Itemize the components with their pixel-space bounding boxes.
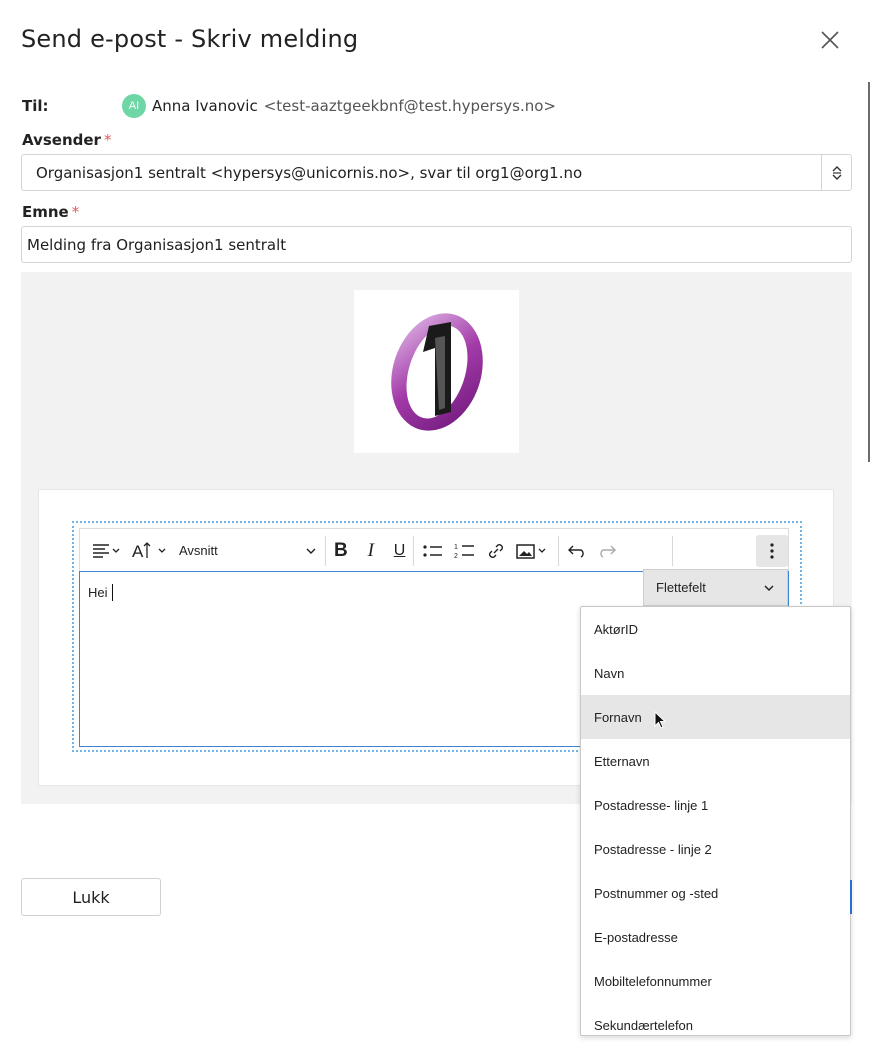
more-options-button[interactable]: [756, 535, 788, 567]
image-icon: [516, 543, 550, 559]
recipient-name: Anna Ivanovic: [152, 97, 258, 115]
required-mark: *: [71, 203, 80, 221]
more-vertical-icon: [769, 542, 775, 560]
merge-field-option[interactable]: Etternavn: [594, 753, 650, 769]
align-left-icon: [91, 543, 121, 559]
merge-field-option[interactable]: Navn: [594, 665, 625, 681]
editor-toolbar: [79, 528, 789, 572]
select-updown-icon: [821, 155, 851, 190]
logo-icon: [377, 308, 497, 436]
font-size-button[interactable]: [126, 535, 174, 567]
undo-button[interactable]: [562, 535, 592, 567]
image-button[interactable]: [511, 535, 555, 567]
link-button[interactable]: [481, 535, 511, 567]
chevron-down-icon: [763, 584, 775, 592]
merge-field-option[interactable]: E-postadresse: [594, 929, 678, 945]
close-button[interactable]: [814, 24, 846, 56]
redo-button[interactable]: [592, 535, 622, 567]
chevron-down-icon: [305, 547, 317, 555]
redo-icon: [597, 544, 617, 558]
toolbar-divider: [413, 536, 414, 566]
scrollbar[interactable]: [868, 82, 870, 462]
recipient-email: <test-aaztgeekbnf@test.hypersys.no>: [263, 97, 557, 115]
to-label: Til:: [22, 97, 49, 115]
italic-button[interactable]: [353, 535, 389, 567]
text-caret: [112, 584, 113, 601]
merge-field-label: Flettefelt: [656, 580, 706, 595]
recipient-row: [22, 94, 822, 118]
link-icon: [486, 542, 506, 560]
message-content: Hei: [88, 585, 108, 600]
subject-input[interactable]: [21, 226, 852, 263]
sender-label-text: Avsender: [22, 131, 101, 149]
numbered-list-button[interactable]: [449, 535, 481, 567]
required-mark: *: [103, 131, 112, 149]
bullet-list-icon: [422, 543, 444, 559]
bullet-list-button[interactable]: [417, 535, 449, 567]
block-format-label: Avsnitt: [179, 543, 218, 558]
bold-icon: B: [334, 539, 348, 561]
close-icon: [820, 30, 840, 50]
sender-select[interactable]: [21, 154, 852, 191]
undo-icon: [567, 544, 587, 558]
block-format-select[interactable]: [174, 535, 322, 567]
merge-field-option[interactable]: Fornavn: [581, 695, 850, 739]
sender-label: [22, 131, 111, 149]
primary-button-edge[interactable]: [850, 880, 852, 914]
bold-button[interactable]: [329, 535, 353, 567]
numbered-list-icon: [454, 542, 476, 560]
organisation-logo: [354, 290, 519, 453]
dialog-title: Send e-post - Skriv melding: [21, 25, 359, 53]
sender-value: Organisasjon1 sentralt <hypersys@unicornis.no>, svar til org1@org1.no: [36, 163, 583, 182]
merge-field-option[interactable]: AktørID: [594, 621, 639, 637]
merge-field-dropdown: [580, 606, 851, 1036]
close-dialog-button[interactable]: Lukk: [21, 878, 161, 916]
toolbar-divider: [672, 536, 673, 566]
font-size-icon: [131, 541, 169, 561]
merge-field-option[interactable]: Postadresse - linje 2: [594, 841, 712, 857]
merge-field-select[interactable]: [643, 569, 788, 606]
merge-field-option[interactable]: Mobiltelefonnummer: [594, 973, 712, 989]
merge-field-option[interactable]: Sekundærtelefon: [594, 1017, 694, 1033]
merge-field-option[interactable]: Postnummer og -sted: [594, 885, 719, 901]
svg-text:2: 2: [454, 552, 459, 560]
avatar: AI: [122, 94, 146, 118]
message-body-text: [88, 584, 113, 601]
italic-icon: I: [367, 539, 374, 561]
subject-label-text: Emne: [22, 203, 69, 221]
mouse-pointer-icon: [654, 711, 668, 731]
align-button[interactable]: [86, 535, 126, 567]
subject-label: [22, 203, 79, 221]
underline-icon: U: [393, 541, 406, 559]
svg-text:A: A: [132, 541, 144, 561]
toolbar-divider: [325, 536, 326, 566]
svg-text:1: 1: [454, 543, 459, 551]
merge-field-option[interactable]: Postadresse- linje 1: [594, 797, 709, 813]
underline-button[interactable]: [389, 535, 411, 567]
toolbar-divider: [558, 536, 559, 566]
